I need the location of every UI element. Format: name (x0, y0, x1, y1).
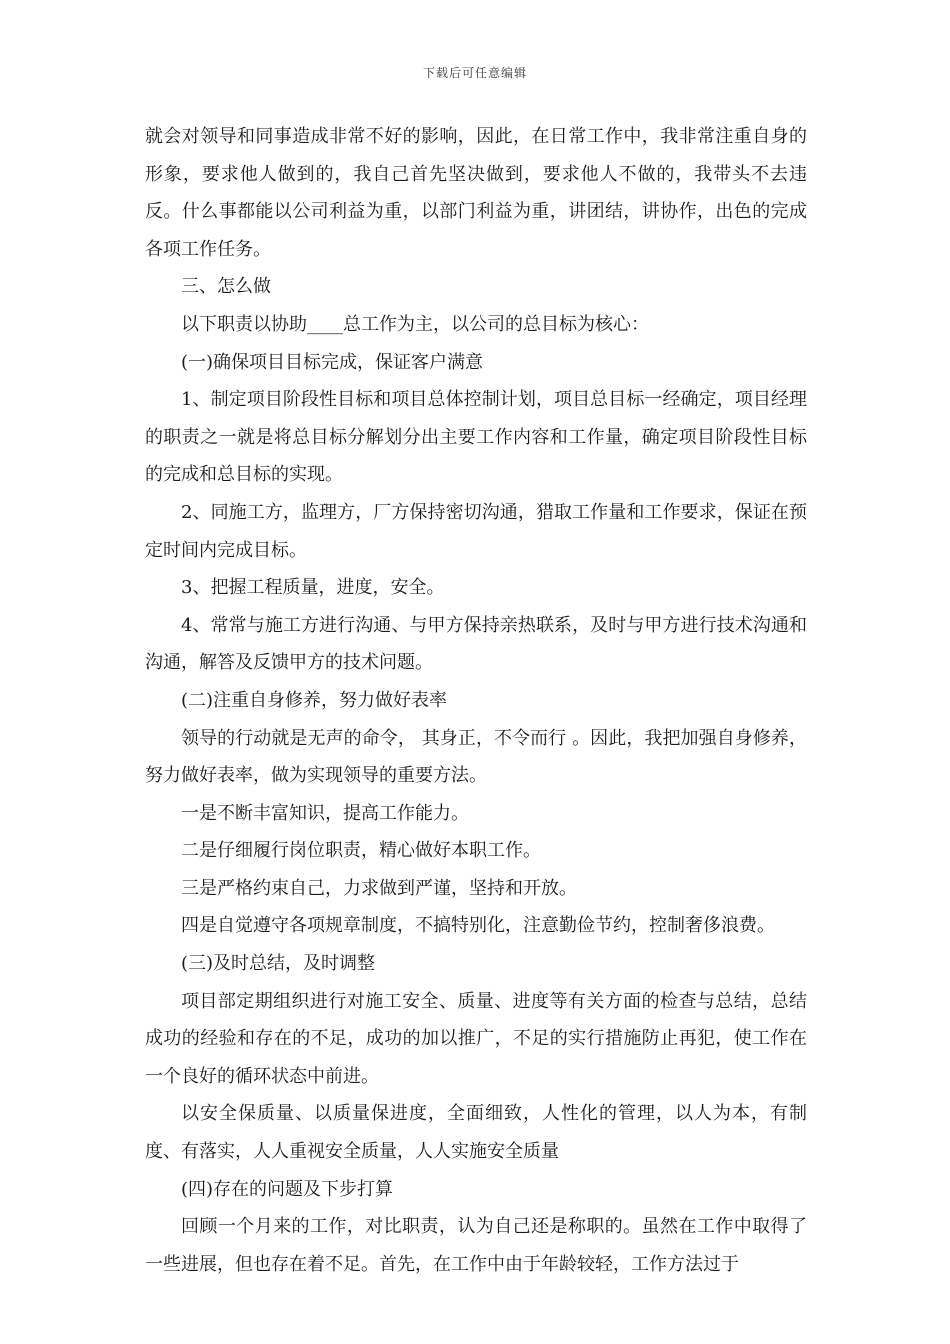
list-item-1: 1、制定项目阶段性目标和项目总体控制计划，项目总目标一经确定，项目经理的职责之一就是将总目标分解划分出主要工作内容和工作量，确定项目阶段性目标的完成和总目标的实现。 (145, 389, 807, 486)
paragraph-continuation: 就会对领导和同事造成非常不好的影响，因此，在日常工作中，我非常注重自身的形象，要求他人做到的，我自己首先坚决做到，要求他人不做的，我带头不去违反。什么事都能以公司利益为重，以部门利益为重，讲团结，讲协作，出色的完成各项工作任务。 (145, 126, 807, 260)
list-item-3: 3、把握工程质量，进度，安全。 (181, 577, 445, 599)
subheading-1: (一)确保项目目标完成，保证客户满意 (181, 351, 484, 373)
paragraph-leadership: 领导的行动就是无声的命令， 其身正，不令而行 。因此，我把加强自身修养，努力做好表率，做为实现领导的重要方法。 (145, 727, 807, 787)
document-body (145, 118, 807, 1283)
subheading-4: (四)存在的问题及下步打算 (181, 1178, 394, 1200)
list-item-4: 4、常常与施工方进行沟通、与甲方保持亲热联系，及时与甲方进行技术沟通和沟通，解答及反馈甲方的技术问题。 (145, 614, 807, 674)
list-item-2: 2、同施工方，监理方，厂方保持密切沟通，猎取工作量和工作要求，保证在预定时间内完成目标。 (145, 501, 807, 561)
page-header: 下载后可任意编辑 (422, 66, 527, 80)
subheading-3: (三)及时总结，及时调整 (181, 953, 376, 975)
point-one: 一是不断丰富知识，提高工作能力。 (181, 802, 469, 824)
point-two: 二是仔细履行岗位职责，精心做好本职工作。 (181, 840, 541, 862)
paragraph-intro: 以下职责以协助____总工作为主，以公司的总目标为核心： (181, 313, 649, 335)
paragraph-review: 项目部定期组织进行对施工安全、质量、进度等有关方面的检查与总结，总结成功的经验和存在的不足，成功的加以推广，不足的实行措施防止再犯，使工作在一个良好的循环状态中前进。 (145, 990, 807, 1087)
point-three: 三是严格约束自己，力求做到严谨，坚持和开放。 (181, 877, 577, 899)
point-four: 四是自觉遵守各项规章制度，不搞特别化，注意勤俭节约，控制奢侈浪费。 (181, 915, 775, 937)
paragraph-safety: 以安全保质量、以质量保进度，全面细致，人性化的管理，以人为本，有制度、有落实，人人重视安全质量，人人实施安全质量 (145, 1103, 807, 1163)
subheading-2: (二)注重自身修养，努力做好表率 (181, 689, 448, 711)
paragraph-reflection: 回顾一个月来的工作，对比职责，认为自己还是称职的。虽然在工作中取得了一些进展，但也存在着不足。首先，在工作中由于年龄较轻，工作方法过于 (145, 1216, 807, 1275)
section-heading-how: 三、怎么做 (181, 276, 271, 298)
